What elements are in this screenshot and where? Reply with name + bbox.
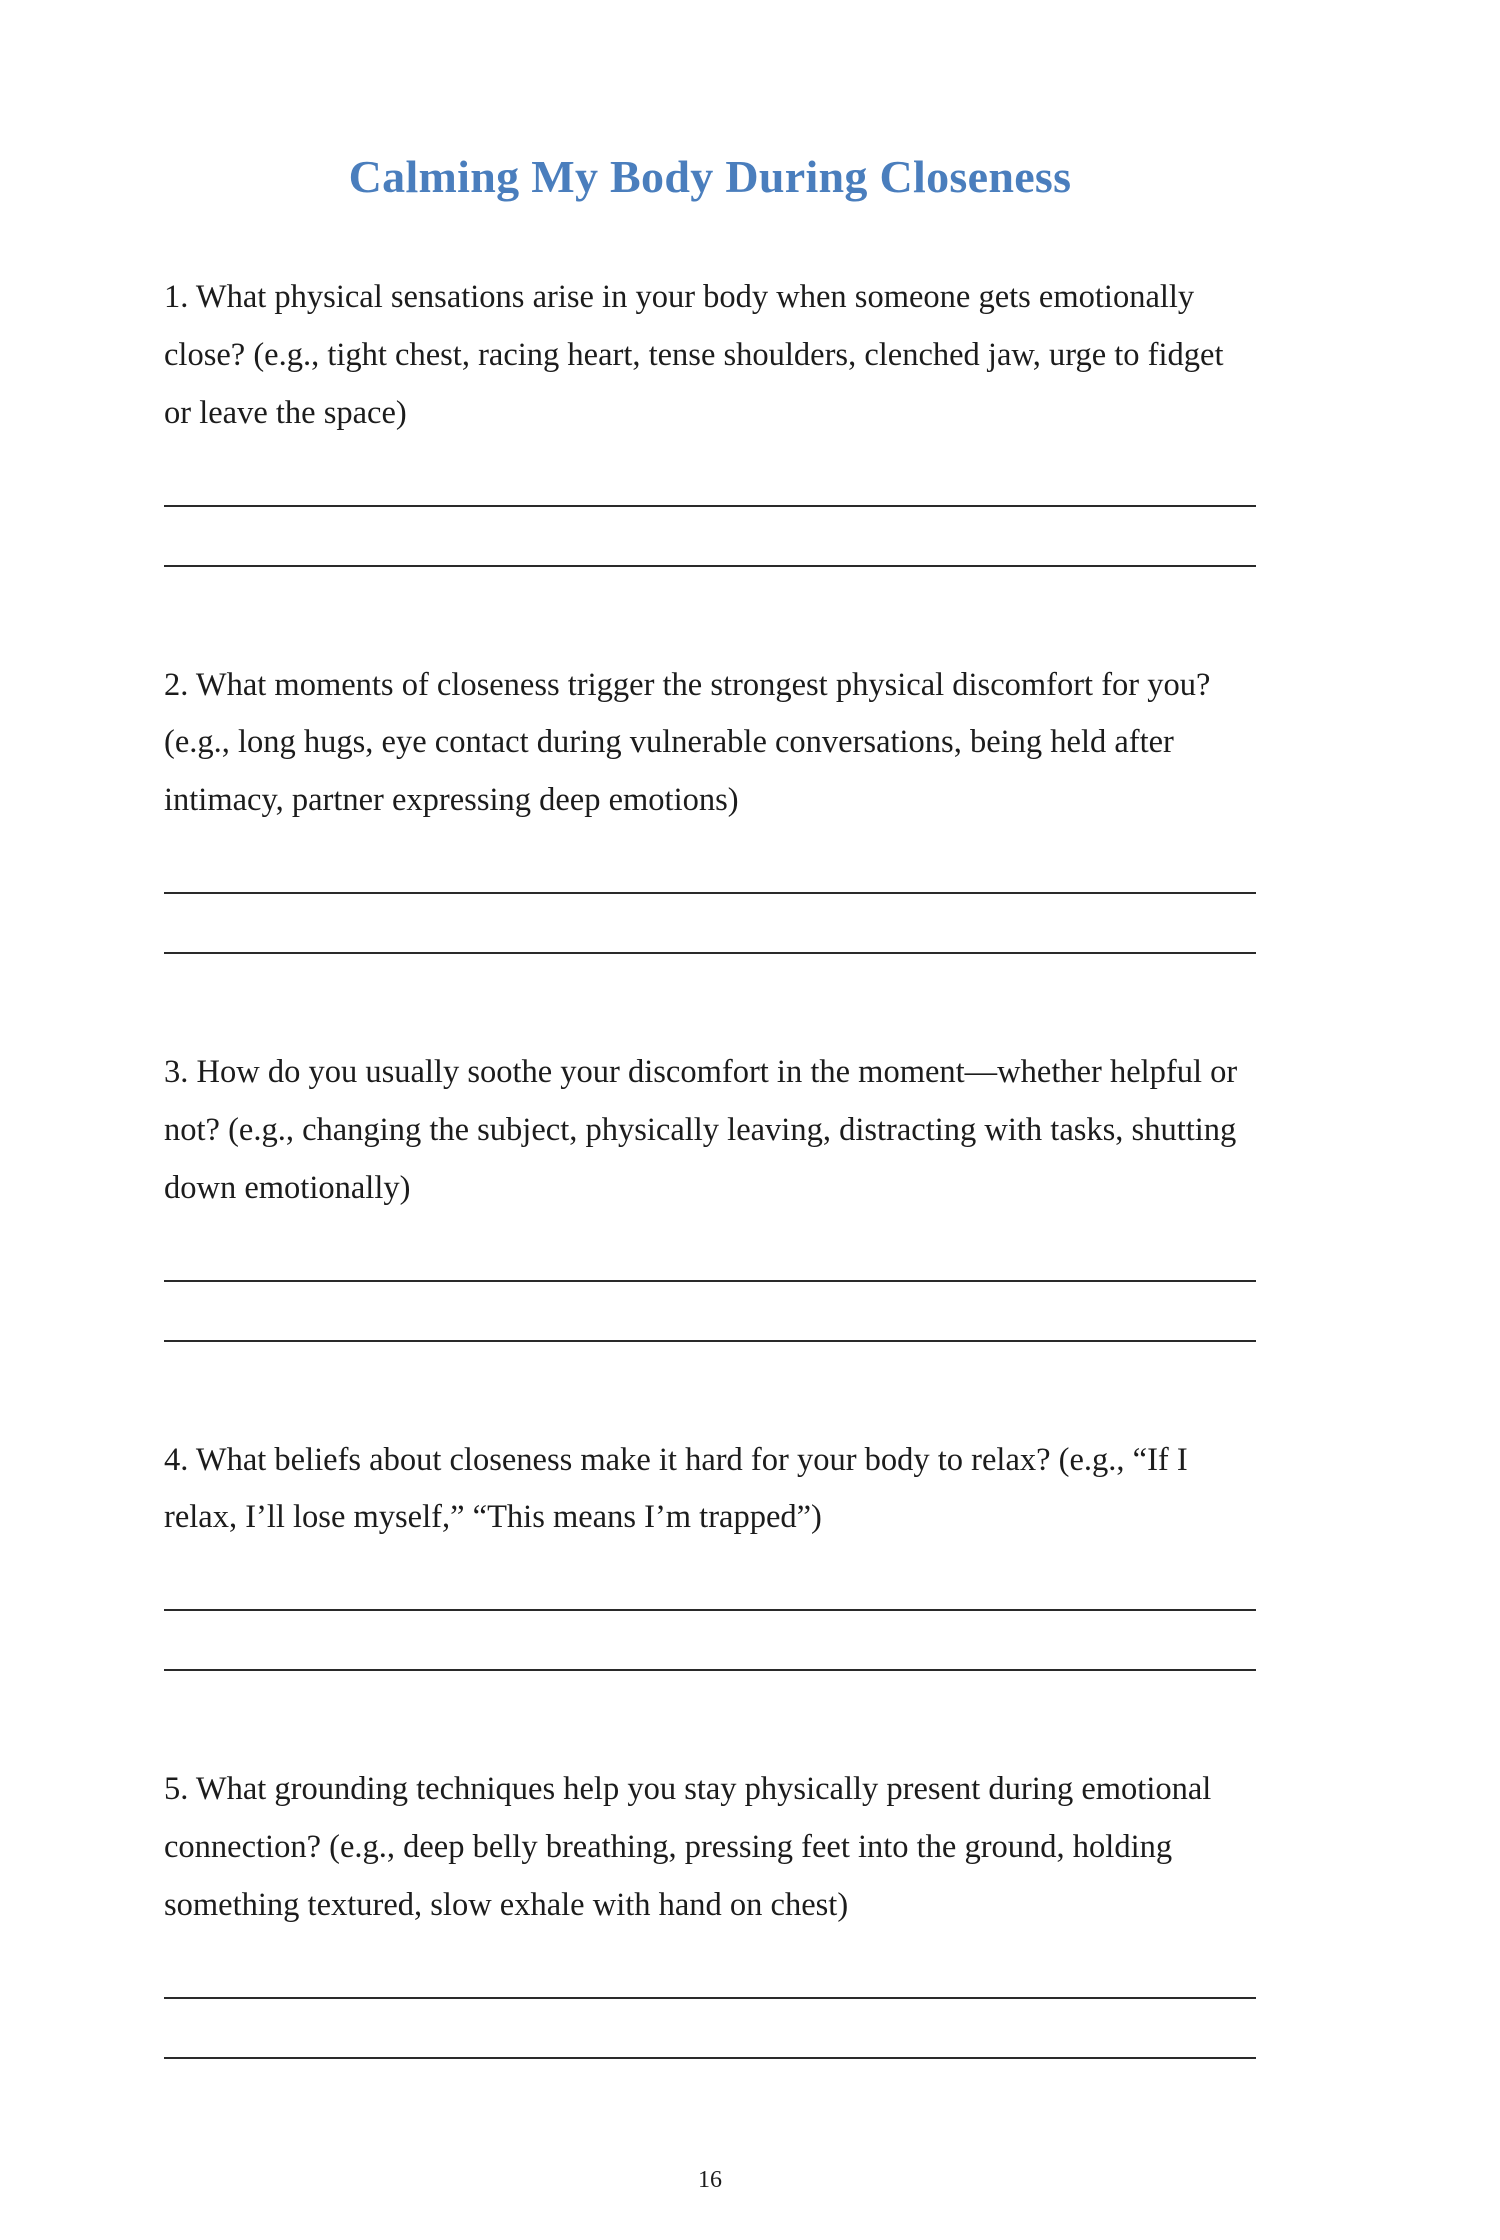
answer-lines (164, 892, 1256, 954)
question-text: 2. What moments of closeness trigger the strongest physical discomfort for you? (e.g., long hugs, eye contact during vulnerable conversations, being held after intimacy, partner expressing deep emotions) (164, 666, 1211, 819)
question-text: 5. What grounding techniques help you stay physically present during emotional connection? (e.g., deep belly breathing, pressing feet into the ground, holding something textured, slow exhale with hand on chest) (164, 1771, 1212, 1923)
answer-line (164, 1997, 1256, 1999)
answer-line (164, 1280, 1256, 1282)
question-block-2 (164, 657, 1256, 1045)
question-text: 4. What beliefs about closeness make it hard for your body to relax? (e.g., “If I relax, I’ll lose myself,” “This means I’m trapped”) (164, 1441, 1188, 1536)
question-text: 3. How do you usually soothe your discomfort in the moment—whether helpful or not? (e.g., changing the subject, physically leaving, distracting with tasks, shutting down emotionally) (164, 1054, 1238, 1206)
question-block-1 (164, 269, 1256, 657)
answer-line (164, 952, 1256, 954)
question-block-3 (164, 1044, 1256, 1432)
answer-line (164, 565, 1256, 567)
question-block-4 (164, 1432, 1256, 1762)
question-block-5 (164, 1761, 1256, 2149)
answer-lines (164, 505, 1256, 567)
answer-line (164, 1340, 1256, 1342)
answer-lines (164, 1609, 1256, 1671)
page-number: 16 (698, 2166, 722, 2193)
answer-line (164, 1609, 1256, 1611)
answer-line (164, 505, 1256, 507)
answer-line (164, 1669, 1256, 1671)
answer-lines (164, 1997, 1256, 2059)
question-text: 1. What physical sensations arise in your body when someone gets emotionally close? (e.g., tight chest, racing heart, tense shoulders, clenched jaw, urge to fidget or leave the space) (164, 279, 1224, 431)
answer-line (164, 892, 1256, 894)
answer-lines (164, 1280, 1256, 1342)
answer-line (164, 2057, 1256, 2059)
page-title: Calming My Body During Closeness (348, 151, 1072, 202)
